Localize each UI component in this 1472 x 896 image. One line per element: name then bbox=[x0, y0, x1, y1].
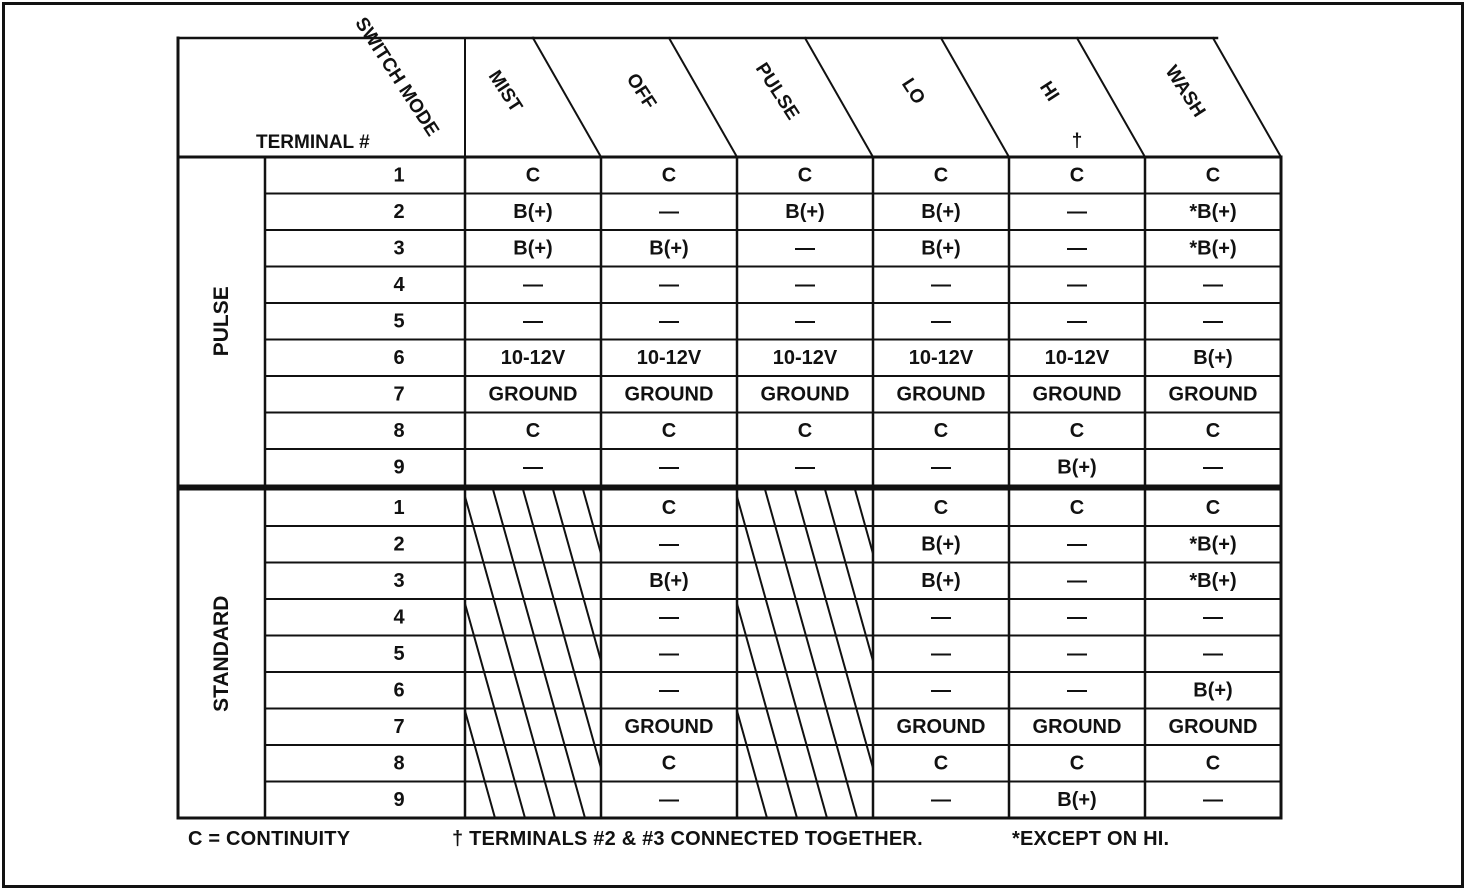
table-cell: 10-12V bbox=[908, 346, 974, 369]
table-cell: B(+) bbox=[1193, 346, 1233, 369]
table-cell: C bbox=[661, 419, 677, 442]
table-cell: — bbox=[1203, 606, 1223, 629]
hatch-line bbox=[343, 490, 435, 819]
table-cell: B(+) bbox=[921, 237, 961, 260]
table-cell: C bbox=[1205, 164, 1221, 187]
table-cell: C bbox=[933, 419, 949, 442]
header-slant-line bbox=[669, 38, 737, 157]
table-cell: C bbox=[525, 164, 541, 187]
hatch-line bbox=[433, 490, 525, 819]
table-cell: — bbox=[659, 788, 679, 811]
terminal-number: 9 bbox=[393, 456, 405, 479]
terminal-number: 7 bbox=[393, 383, 405, 406]
table-cell: — bbox=[659, 642, 679, 665]
table-cell: B(+) bbox=[921, 569, 961, 592]
table-cell: — bbox=[1067, 310, 1087, 333]
table-cell: B(+) bbox=[1057, 456, 1097, 479]
group-label-pulse: PULSE bbox=[210, 286, 233, 357]
group-label-standard: STANDARD bbox=[210, 595, 233, 712]
terminal-number: 3 bbox=[393, 237, 405, 260]
table-cell: C bbox=[1069, 164, 1085, 187]
table-cell: C bbox=[1205, 419, 1221, 442]
table-cell: *B(+) bbox=[1189, 200, 1237, 223]
table-cell: — bbox=[795, 310, 815, 333]
mode-header-wash: WASH bbox=[1160, 61, 1210, 122]
table-cell: *B(+) bbox=[1189, 237, 1237, 260]
table-cell: GROUND bbox=[1168, 383, 1258, 406]
table-cell: — bbox=[659, 679, 679, 702]
hatch-line bbox=[403, 490, 495, 819]
table-cell: GROUND bbox=[624, 383, 714, 406]
table-cell: C bbox=[797, 164, 813, 187]
table-cell: — bbox=[659, 533, 679, 556]
terminal-number: 7 bbox=[393, 715, 405, 738]
table-cell: — bbox=[1203, 456, 1223, 479]
table-cell: — bbox=[931, 788, 951, 811]
header-slant-line bbox=[1213, 38, 1281, 157]
table-cell: B(+) bbox=[1193, 679, 1233, 702]
table-cell: — bbox=[1067, 569, 1087, 592]
terminal-number: 8 bbox=[393, 419, 405, 442]
hatch-line bbox=[493, 490, 585, 819]
hatch-line bbox=[373, 490, 465, 819]
terminal-number: 6 bbox=[393, 346, 405, 369]
terminal-number: 4 bbox=[393, 606, 405, 629]
table-cell: — bbox=[1067, 642, 1087, 665]
table-grid bbox=[178, 38, 1281, 818]
table-cell: — bbox=[931, 606, 951, 629]
table-cell: — bbox=[659, 310, 679, 333]
legend-asterisk-note: *EXCEPT ON HI. bbox=[1012, 828, 1170, 850]
table-cell: GROUND bbox=[624, 715, 714, 738]
terminal-number: 9 bbox=[393, 788, 405, 811]
table-cell: GROUND bbox=[896, 715, 986, 738]
table-cell: GROUND bbox=[488, 383, 578, 406]
mode-header-lo: LO bbox=[897, 74, 929, 109]
mode-header-off: OFF bbox=[621, 69, 661, 114]
terminal-number: 5 bbox=[393, 642, 405, 665]
table-cell: C bbox=[525, 419, 541, 442]
table-cell: — bbox=[523, 310, 543, 333]
table-cell: — bbox=[1203, 788, 1223, 811]
table-cell: 10-12V bbox=[636, 346, 702, 369]
legend-dagger-note: † TERMINALS #2 & #3 CONNECTED TOGETHER. bbox=[452, 828, 923, 850]
terminal-number: 3 bbox=[393, 569, 405, 592]
terminal-number: 6 bbox=[393, 679, 405, 702]
table-cell: 10-12V bbox=[772, 346, 838, 369]
hatch-line bbox=[765, 490, 857, 819]
group-separator bbox=[178, 485, 1281, 491]
table-cell: C bbox=[661, 752, 677, 775]
table-cell: C bbox=[1205, 496, 1221, 519]
table-cell: — bbox=[931, 642, 951, 665]
table-cell: — bbox=[795, 237, 815, 260]
table-cell: — bbox=[1067, 237, 1087, 260]
table-cell: — bbox=[795, 456, 815, 479]
mode-header-hi: HI bbox=[1035, 77, 1063, 106]
hatch-line bbox=[553, 490, 645, 819]
table-cell: C bbox=[1069, 419, 1085, 442]
table-cell: GROUND bbox=[1032, 715, 1122, 738]
table-cell: 10-12V bbox=[1044, 346, 1110, 369]
table-cell: — bbox=[523, 273, 543, 296]
table-cell: — bbox=[659, 200, 679, 223]
header-slant-line bbox=[533, 38, 601, 157]
legend-continuity: C = CONTINUITY bbox=[188, 828, 351, 850]
mode-header-mist: MIST bbox=[483, 66, 527, 117]
table-cell: B(+) bbox=[513, 237, 553, 260]
table-cell: *B(+) bbox=[1189, 569, 1237, 592]
table-cell: C bbox=[661, 496, 677, 519]
switch-mode-label: SWITCH MODE bbox=[350, 13, 443, 141]
table-cell: C bbox=[933, 164, 949, 187]
table-cell: C bbox=[797, 419, 813, 442]
hatch-line bbox=[705, 490, 797, 819]
table-cell: — bbox=[931, 310, 951, 333]
table-cell: 10-12V bbox=[500, 346, 566, 369]
table-cell: C bbox=[1069, 496, 1085, 519]
hatch-line bbox=[463, 490, 555, 819]
hatch-line bbox=[675, 490, 767, 819]
table-cell: — bbox=[523, 456, 543, 479]
table-cell: B(+) bbox=[649, 569, 689, 592]
table-cell: B(+) bbox=[921, 533, 961, 556]
table-cell: GROUND bbox=[1032, 383, 1122, 406]
hatch-line bbox=[825, 490, 917, 819]
table-cell: C bbox=[661, 164, 677, 187]
table-cell: — bbox=[1067, 273, 1087, 296]
terminal-number: 2 bbox=[393, 200, 405, 223]
table-cell: B(+) bbox=[513, 200, 553, 223]
terminal-number: 1 bbox=[393, 164, 405, 187]
table-cell: — bbox=[931, 273, 951, 296]
table-cell: B(+) bbox=[785, 200, 825, 223]
header-slant-line bbox=[1077, 38, 1145, 157]
mode-header-mark: † bbox=[1071, 130, 1083, 152]
terminal-number: 4 bbox=[393, 273, 405, 296]
table-cell: C bbox=[933, 752, 949, 775]
table-cell: GROUND bbox=[896, 383, 986, 406]
table-cell: C bbox=[1205, 752, 1221, 775]
table-cell: — bbox=[931, 456, 951, 479]
table-cell: *B(+) bbox=[1189, 533, 1237, 556]
table-cell: B(+) bbox=[921, 200, 961, 223]
terminal-number: 2 bbox=[393, 533, 405, 556]
table-cell: — bbox=[659, 273, 679, 296]
hatch-line bbox=[735, 490, 827, 819]
terminal-number: 5 bbox=[393, 310, 405, 333]
table-cell: — bbox=[659, 606, 679, 629]
table-cell: B(+) bbox=[1057, 788, 1097, 811]
table-cell: — bbox=[1203, 273, 1223, 296]
table-cell: — bbox=[659, 456, 679, 479]
table-cell: B(+) bbox=[649, 237, 689, 260]
table-cell: — bbox=[1067, 200, 1087, 223]
terminal-number-label: TERMINAL # bbox=[256, 132, 370, 153]
mode-header-pulse: PULSE bbox=[750, 59, 804, 124]
table-cell: — bbox=[931, 679, 951, 702]
table-cell: — bbox=[795, 273, 815, 296]
table-cell: GROUND bbox=[1168, 715, 1258, 738]
table-cell: GROUND bbox=[760, 383, 850, 406]
table-cell: — bbox=[1067, 679, 1087, 702]
table-cell: C bbox=[1069, 752, 1085, 775]
header-slant-line bbox=[941, 38, 1009, 157]
table-cell: — bbox=[1067, 533, 1087, 556]
table-cell: — bbox=[1203, 310, 1223, 333]
terminal-number: 1 bbox=[393, 496, 405, 519]
terminal-number: 8 bbox=[393, 752, 405, 775]
table-cell: — bbox=[1203, 642, 1223, 665]
table-cell: C bbox=[933, 496, 949, 519]
header-slant-line bbox=[805, 38, 873, 157]
table-cell: — bbox=[1067, 606, 1087, 629]
